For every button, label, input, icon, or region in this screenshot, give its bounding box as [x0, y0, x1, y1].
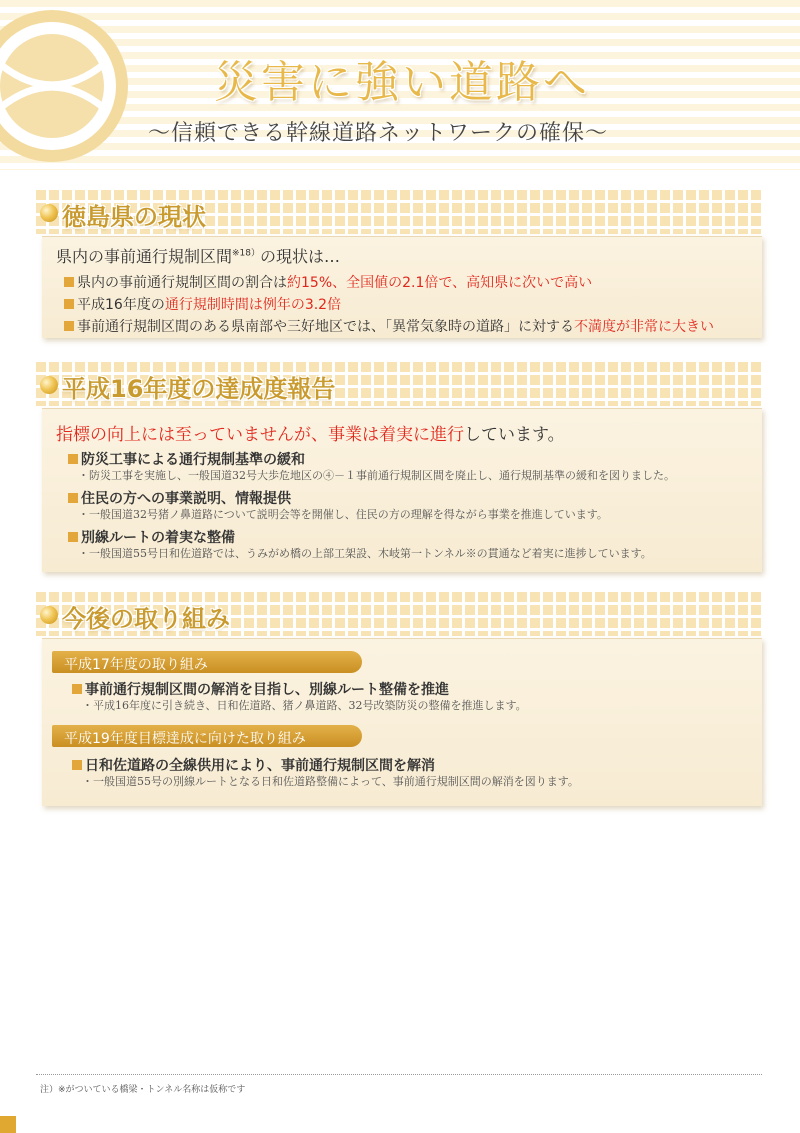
achievement-item-title: 防災工事による通行規制基準の緩和: [68, 449, 305, 469]
square-bullet-icon: [68, 532, 78, 542]
status-bullet-ratio: 県内の事前通行規制区間の割合は約15%、全国値の2.1倍で、高知県に次いで高い: [64, 272, 592, 292]
future-item-desc: ・平成16年度に引き続き、日和佐道路、猪ノ鼻道路、32号改築防災の整備を推進します。: [82, 699, 527, 712]
section-heading-current-status: [36, 190, 762, 234]
road-emblem-icon: [0, 6, 132, 166]
square-bullet-icon: [68, 454, 78, 464]
status-intro: 県内の事前通行規制区間$^{※18)}$の現状は…: [56, 247, 341, 266]
achievement-item-title: 別線ルートの着実な整備: [68, 527, 235, 547]
page-subtitle: ～信頼できる幹線道路ネットワークの確保～: [148, 121, 609, 146]
page-header: [0, 0, 800, 170]
future-panel: [42, 638, 762, 806]
section-heading-label: 平成16年度の達成度報告: [62, 375, 336, 403]
square-bullet-icon: [72, 760, 82, 770]
square-bullet-icon: [64, 321, 74, 331]
future-subheading-fy19: 平成19年度目標達成に向けた取り組み: [52, 725, 362, 747]
square-bullet-icon: [64, 277, 74, 287]
status-bullet-time: 平成16年度の通行規制時間は例年の3.2倍: [64, 294, 341, 314]
footer-note: 注）※がついている橋梁・トンネル名称は仮称です: [40, 1085, 246, 1095]
square-bullet-icon: [64, 299, 74, 309]
page-title: 災害に強い道路へ: [214, 57, 590, 108]
future-item-title: 事前通行規制区間の解消を目指し、別線ルート整備を推進: [72, 679, 449, 699]
bullet-orb-icon: [40, 606, 58, 624]
section-heading-achievement: [36, 362, 762, 406]
achievement-item-title: 住民の方への事業説明、情報提供: [68, 488, 291, 508]
section-heading-future: [36, 592, 762, 636]
achievement-item-desc: ・防災工事を実施し、一般国道32号大歩危地区の④－１事前通行規制区間を廃止し、通行規制基準の緩和を図りました。: [78, 469, 675, 482]
page-corner-tab: [0, 1116, 16, 1133]
status-bullet-dissatisfaction: 事前通行規制区間のある県南部や三好地区では、「異常気象時の道路」に対する不満度が非常に大きい: [64, 316, 714, 336]
square-bullet-icon: [72, 684, 82, 694]
bullet-orb-icon: [40, 376, 58, 394]
current-status-panel: [42, 236, 762, 338]
section-heading-label: 徳島県の現状: [62, 203, 206, 231]
future-item-desc: ・一般国道55号の別線ルートとなる日和佐道路整備によって、事前通行規制区間の解消を図ります。: [82, 775, 579, 788]
future-item-title: 日和佐道路の全線供用により、事前通行規制区間を解消: [72, 755, 435, 775]
achievement-panel: [42, 408, 762, 572]
bullet-orb-icon: [40, 204, 58, 222]
footer-divider: [36, 1074, 762, 1075]
future-subheading-fy17: 平成17年度の取り組み: [52, 651, 362, 673]
section-heading-label: 今後の取り組み: [62, 605, 230, 633]
achievement-item-desc: ・一般国道55号日和佐道路では、うみがめ橋の上部工架設、木岐第一トンネル※の貫通など着実に進捗しています。: [78, 547, 652, 560]
square-bullet-icon: [68, 493, 78, 503]
achievement-item-desc: ・一般国道32号猪ノ鼻道路について説明会等を開催し、住民の方の理解を得ながら事業を推進しています。: [78, 508, 608, 521]
achievement-lead: 指標の向上には至っていませんが、事業は着実に進行しています。: [56, 425, 565, 445]
